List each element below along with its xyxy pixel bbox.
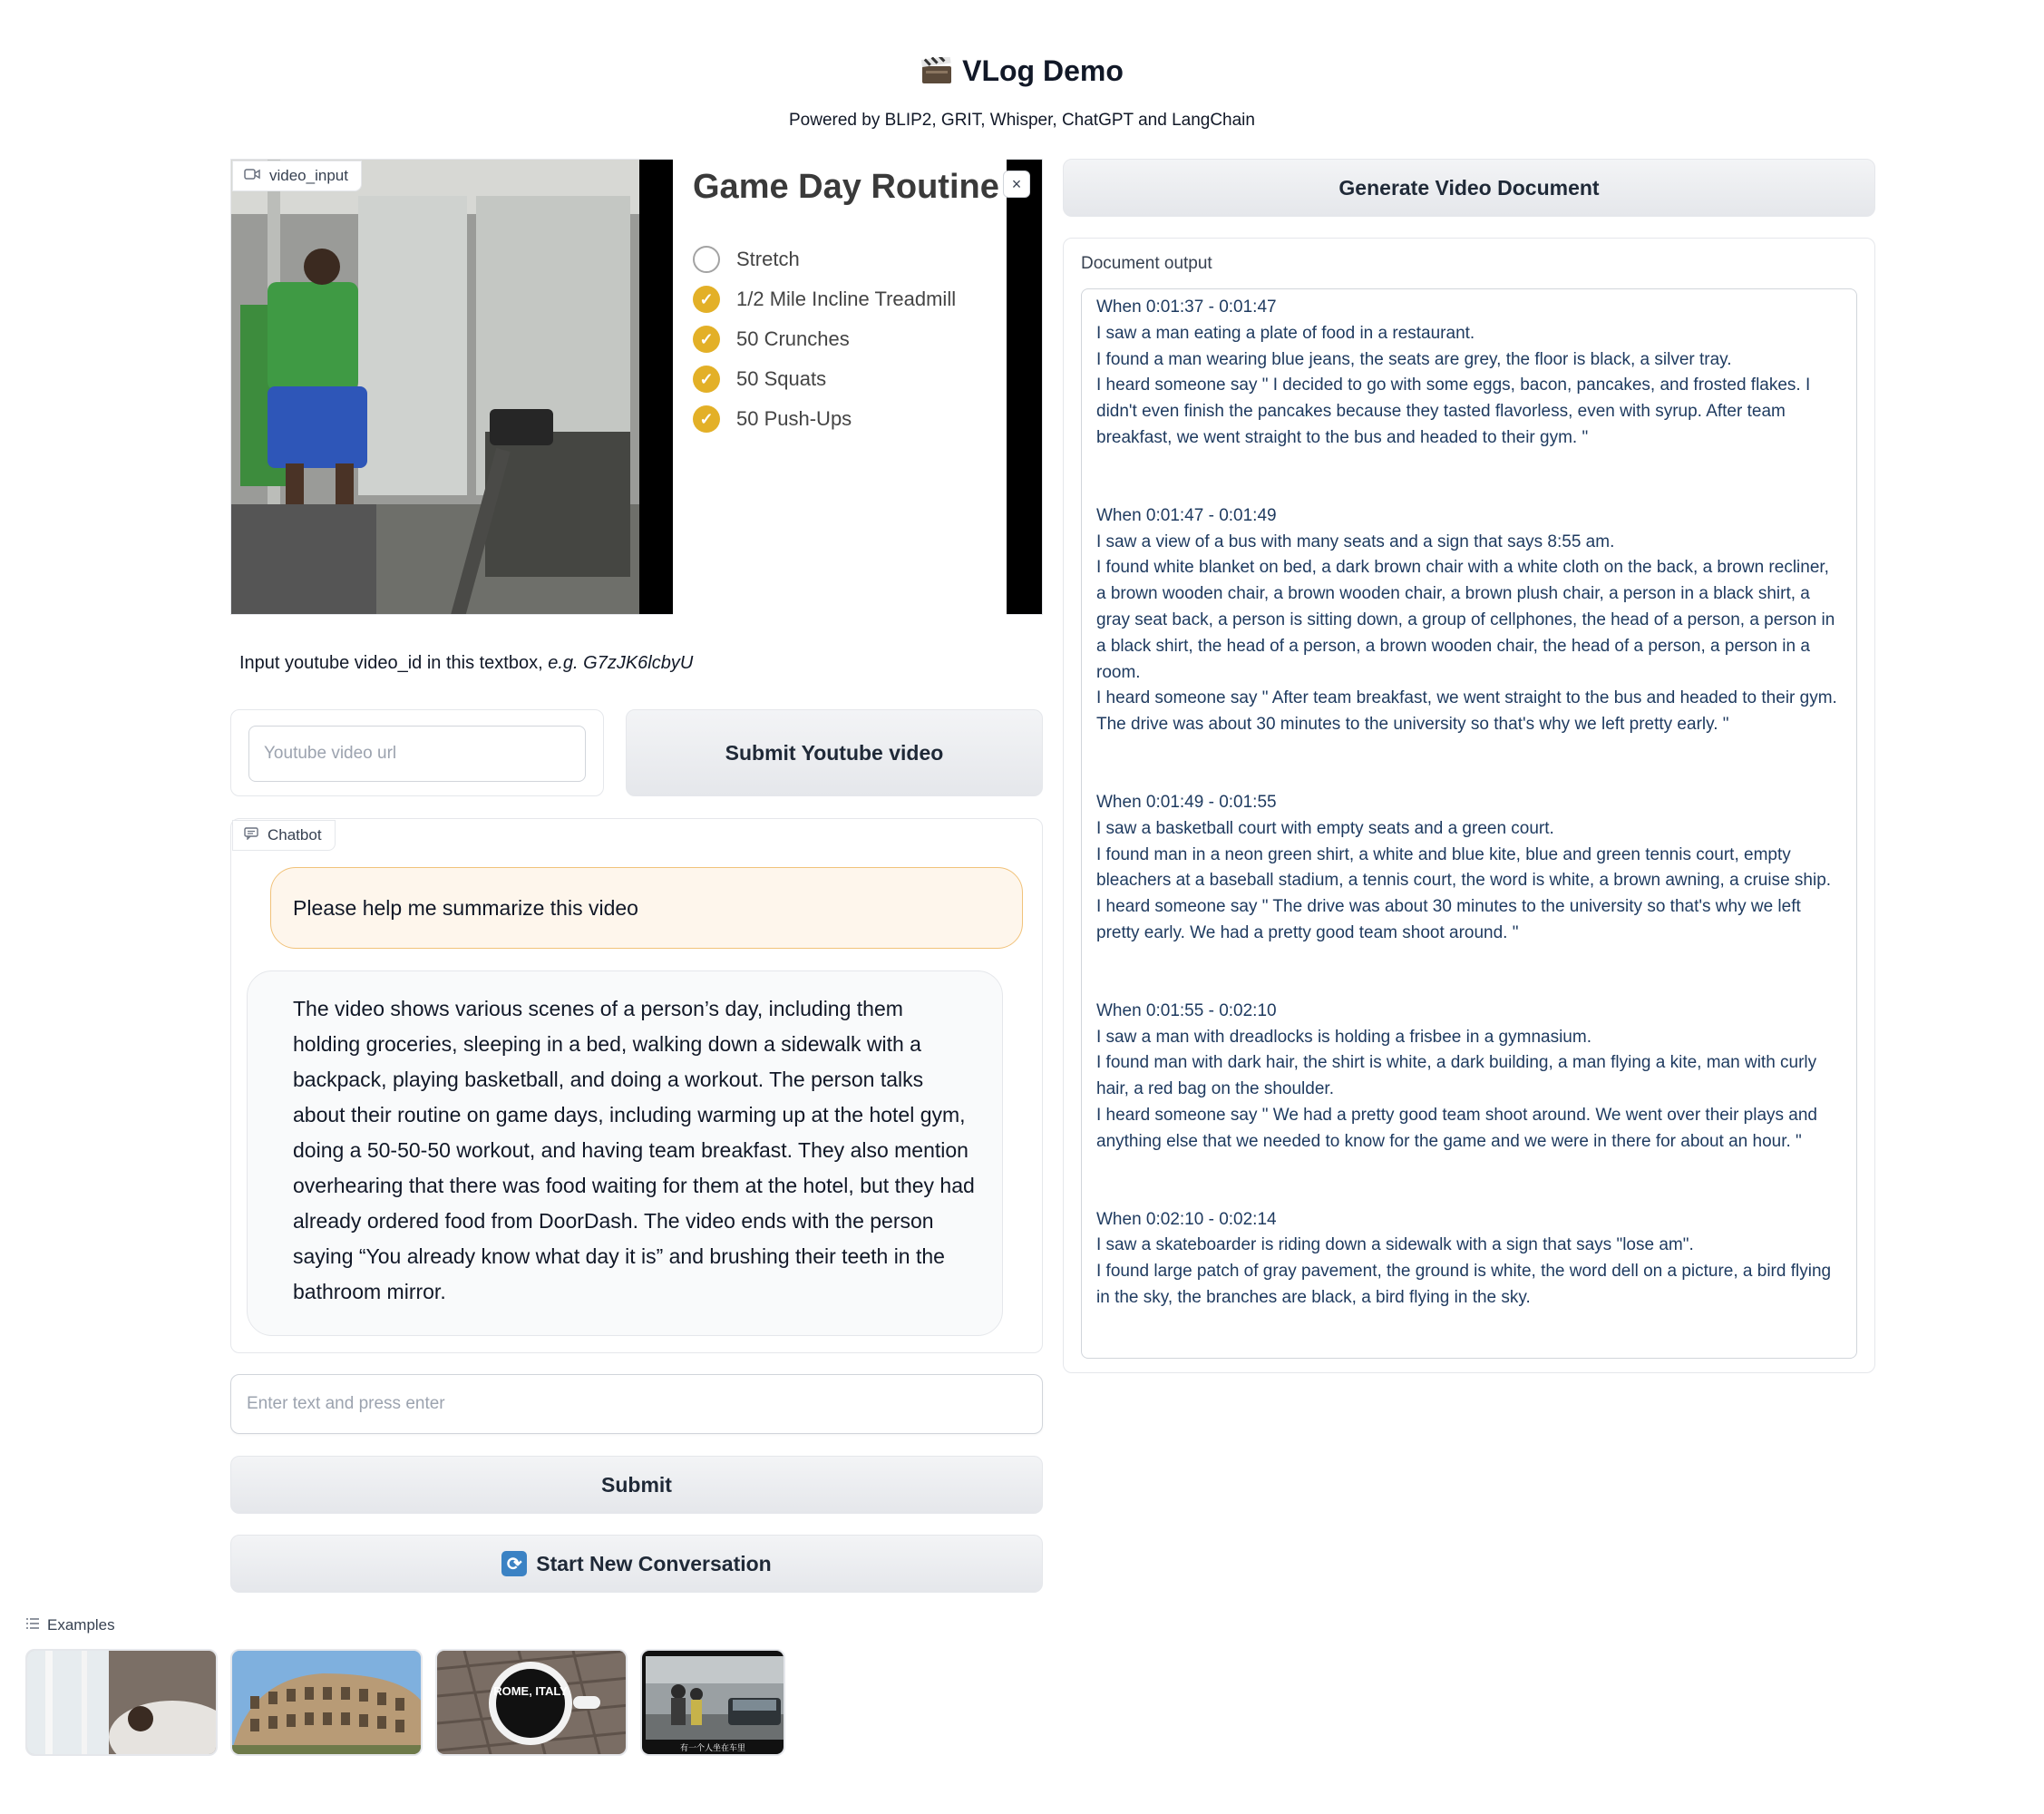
check-circle-icon: ✓ (693, 286, 720, 313)
submit-button[interactable]: Submit (230, 1456, 1043, 1514)
document-segment (1096, 295, 1842, 452)
close-icon: × (1011, 174, 1022, 193)
document-output-textarea[interactable] (1081, 288, 1857, 1359)
chatbot-label (232, 820, 336, 851)
segment-found: I found white blanket on bed, a dark brown chair with a white cloth on the back, a brown recliner, a brown wooden chair, a brown wooden chair, a brown plush chair, a person in a black shirt, a gray seat back, a person is sitting down, a group of cellphones, the head of a person, a person in a black shirt, the head of a person, a brown wooden chair, the head of a person, a person in a room. (1096, 558, 1835, 682)
checklist-item-text: 1/2 Mile Incline Treadmill (736, 288, 957, 310)
example-thumbnail-bedroom[interactable] (25, 1649, 218, 1756)
video-camera-icon (244, 167, 260, 185)
segment-saw: I saw a view of a bus with many seats and a sign that says 8:55 am. (1096, 532, 1615, 551)
segment-heard: I heard someone say " We had a pretty good team shoot around. We went over their plays and anything else that we needed to know for the game and we were in there for about an hour. " (1096, 1105, 1818, 1151)
segment-saw: I saw a man eating a plate of food in a restaurant. (1096, 323, 1475, 343)
unchecked-circle-icon (693, 246, 720, 273)
segment-when: When 0:01:49 - 0:01:55 (1096, 792, 1277, 812)
segment-saw: I saw a man with dreadlocks is holding a frisbee in a gymnasium. (1096, 1027, 1591, 1047)
checklist-item-text: Stretch (736, 248, 800, 270)
title-text: VLog Demo (962, 54, 1124, 87)
check-circle-icon: ✓ (693, 405, 720, 433)
page-title (0, 54, 2044, 88)
generate-document-button[interactable]: Generate Video Document (1063, 159, 1875, 217)
examples-label (25, 1616, 115, 1634)
hint-example: e.g. G7zJK6lcbyU (548, 653, 694, 673)
checklist-item-text: 50 Push-Ups (736, 407, 852, 430)
user-message: Please help me summarize this video (270, 867, 1023, 949)
document-segment (1096, 1207, 1842, 1312)
examples-label-text: Examples (47, 1616, 115, 1634)
segment-found: I found a man wearing blue jeans, the seats are grey, the floor is black, a silver tray. (1096, 349, 1732, 369)
checklist-item-text: 50 Crunches (736, 327, 850, 350)
routine-overlay (673, 159, 1007, 615)
segment-heard: I heard someone say " I decided to go with some eggs, bacon, pancakes, and frosted flakes. I didn't even finish the pancakes because they tasted flavorless, even with syrup. After team breakfast, we went straight to the bus and headed to their gym. " (1096, 375, 1811, 447)
new-conversation-label: Start New Conversation (536, 1551, 772, 1575)
video-subtitle-text: 有一个人坐在车里 (679, 1743, 745, 1752)
chatbot-label-text: Chatbot (268, 826, 322, 844)
document-segment (1096, 503, 1842, 738)
checklist-item (693, 366, 826, 393)
document-segment (1096, 999, 1842, 1156)
clapperboard-icon (920, 57, 953, 84)
close-video-button[interactable] (1003, 171, 1030, 198)
segment-heard: I heard someone say " The drive was about 30 minutes to the university so that's why we left pretty early. We had a pretty good team shoot around. " (1096, 897, 1801, 942)
segment-saw: I saw a skateboarder is riding down a sidewalk with a sign that says "lose am". (1096, 1235, 1694, 1255)
youtube-hint (239, 653, 693, 674)
segment-when: When 0:01:47 - 0:01:49 (1096, 505, 1277, 525)
document-segment (1096, 790, 1842, 947)
checklist-item (693, 246, 800, 273)
routine-title: Game Day Routine (693, 168, 999, 206)
segment-saw: I saw a basketball court with empty seats and a green court. (1096, 818, 1554, 838)
checklist-item-text: 50 Squats (736, 367, 827, 390)
segment-heard: I heard someone say " After team breakfast, we went straight to the bus and headed to their gym. The drive was about 30 minutes to the university so that's why we left pretty early. " (1096, 688, 1837, 735)
checklist-item (693, 326, 850, 353)
check-circle-icon: ✓ (693, 366, 720, 393)
refresh-icon: ⟳ (501, 1551, 527, 1576)
segment-when: When 0:01:37 - 0:01:47 (1096, 297, 1277, 317)
bot-message: The video shows various scenes of a person’s day, including them holding groceries, sleeping in a bed, walking down a sidewalk with a backpack, playing basketball, and doing a workout. The person talks about their routine on game days, including warming up at the hotel gym, doing a 50-50-50 workout, and having team breakfast. They also mention overhearing that there was food waiting for them at the hotel, but they had already ordered food from DoorDash. The video ends with the person saying “You already know what day it is” and brushing their teeth in the bathroom mirror. (247, 970, 1003, 1336)
subtitle: Powered by BLIP2, GRIT, Whisper, ChatGPT and LangChain (789, 111, 1255, 130)
example-thumbnail-street[interactable] (640, 1649, 785, 1756)
segment-when: When 0:02:10 - 0:02:14 (1096, 1209, 1277, 1229)
checklist-item (693, 405, 852, 433)
segment-found: I found man with dark hair, the shirt is white, a dark building, a man flying a kite, man with curly hair, a red bag on the shoulder. (1096, 1053, 1817, 1099)
submit-youtube-button[interactable]: Submit Youtube video (626, 709, 1043, 796)
youtube-url-input[interactable]: Youtube video url (248, 726, 586, 782)
mug-text: ROME, ITALY (493, 1684, 568, 1698)
chat-bubble-icon (244, 826, 258, 844)
list-icon (25, 1616, 40, 1634)
segment-when: When 0:01:55 - 0:02:10 (1096, 1000, 1277, 1020)
example-thumbnail-colosseum[interactable] (230, 1649, 423, 1756)
segment-found: I found large patch of gray pavement, the ground is white, the word dell on a picture, a bird flying in the sky, the branches are black, a bird flying in the sky. (1096, 1262, 1832, 1307)
segment-found: I found man in a neon green shirt, a white and blue kite, blue and green tennis court, empty bleachers at a baseball stadium, a tennis court, the word is white, a brown awning, a cruise ship. (1096, 844, 1832, 891)
hint-text: Input youtube video_id in this textbox, (239, 653, 549, 673)
video-input-label-text: video_input (269, 167, 348, 184)
chat-text-input[interactable]: Enter text and press enter (230, 1374, 1043, 1434)
document-output-label: Document output (1081, 254, 1212, 273)
video-input-label (232, 161, 362, 191)
new-conversation-button[interactable] (230, 1535, 1043, 1593)
check-circle-icon: ✓ (693, 326, 720, 353)
example-thumbnail-rome[interactable] (435, 1649, 628, 1756)
checklist-item (693, 286, 956, 313)
